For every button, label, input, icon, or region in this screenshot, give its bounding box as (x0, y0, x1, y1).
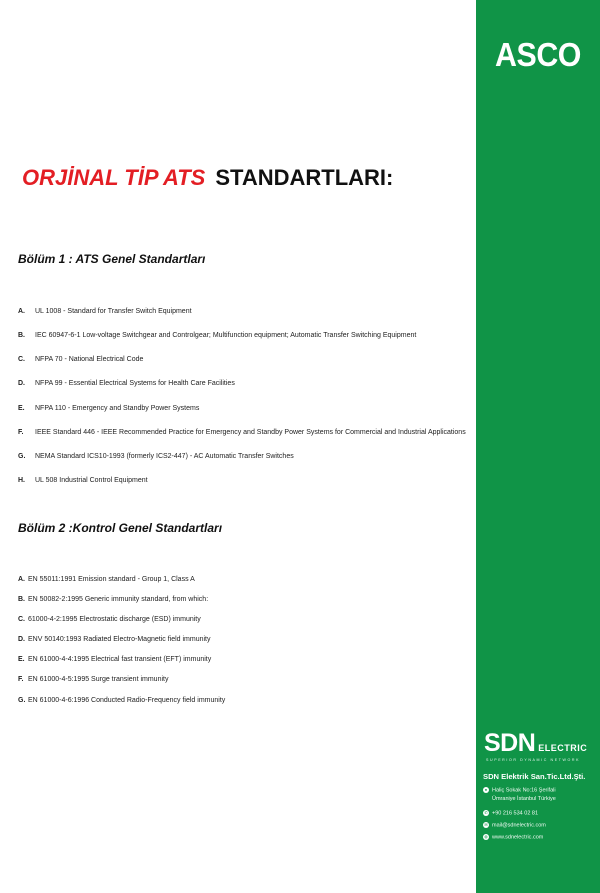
company-tagline: SUPERIOR DYNAMIC NETWORK (486, 758, 581, 762)
email-line[interactable]: ✉ mail@sdnelectric.com (484, 822, 546, 829)
section2-heading: Bölüm 2 :Kontrol Genel Standartları (18, 521, 223, 535)
list-item: E. NFPA 110 - Emergency and Standby Power Systems (18, 405, 200, 412)
section1-heading: Bölüm 1 : ATS Genel Standartları (18, 252, 206, 266)
website-line[interactable]: ◍ www.sdnelectric.com (484, 834, 544, 841)
page-title (22, 165, 393, 191)
sdn-logo (484, 729, 587, 758)
list-item: H. UL 508 Industrial Control Equipment (18, 477, 148, 484)
location-icon: ● (484, 787, 488, 792)
list-item: G. EN 61000-4-6:1996 Conducted Radio-Frequency field immunity (18, 697, 226, 704)
phone-icon: ✆ (484, 810, 488, 815)
phone-line: ✆ +90 216 534 02 81 (484, 810, 539, 817)
list-item: A. UL 1008 - Standard for Transfer Switch Equipment (18, 308, 192, 315)
list-item: F. EN 61000-4-5:1995 Surge transient immunity (18, 676, 169, 683)
globe-icon: ◍ (484, 834, 488, 839)
list-item: E. EN 61000-4-4:1995 Electrical fast transient (EFT) immunity (18, 656, 212, 663)
mail-icon: ✉ (484, 822, 488, 827)
company-name: SDN Elektrik San.Tic.Ltd.Şti. (483, 772, 586, 781)
list-item: D. NFPA 99 - Essential Electrical Systems for Health Care Facilities (18, 380, 235, 387)
address-line-2: Ümraniye İstanbul Türkiye (492, 796, 556, 802)
list-item: G. NEMA Standard ICS10-1993 (formerly ICS2-447) - AC Automatic Transfer Switches (18, 453, 294, 460)
list-item: A. EN 55011:1991 Emission standard - Group 1, Class A (18, 576, 195, 583)
title-black-part: STANDARTLARI: (215, 165, 394, 190)
sdn-logo-text: SDN (484, 729, 536, 757)
list-item: B. IEC 60947-6-1 Low-voltage Switchgear and Controlgear; Multifunction equipment; Automatic Transfer Switching Equipment (18, 332, 417, 339)
sdn-logo-subtext: ELECTRIC (538, 743, 588, 753)
address-line: ● Haliç Sokak No:16 Şerifali (484, 787, 556, 794)
list-item: C. NFPA 70 - National Electrical Code (18, 356, 144, 363)
list-item: D. ENV 50140:1993 Radiated Electro-Magnetic field immunity (18, 636, 211, 643)
list-item: C. 61000-4-2:1995 Electrostatic discharge (ESD) immunity (18, 616, 201, 623)
title-red-part: ORJİNAL TİP ATS (22, 165, 206, 190)
asco-logo: ASCO (495, 36, 581, 73)
list-item: F. IEEE Standard 446 - IEEE Recommended Practice for Emergency and Standby Power Systems for Commercial and Industrial Applications (18, 429, 466, 436)
list-item: B. EN 50082-2:1995 Generic immunity standard, from which: (18, 596, 209, 603)
